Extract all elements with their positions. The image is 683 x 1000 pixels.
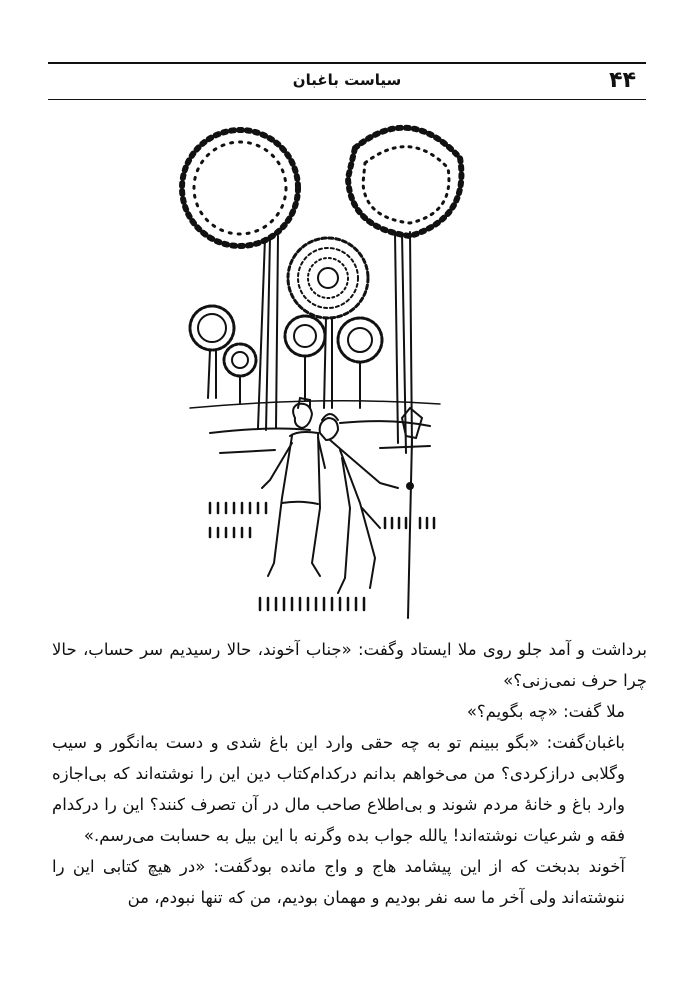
running-title: سیاست باغبان bbox=[292, 71, 402, 89]
page-number: ۴۴ bbox=[609, 68, 636, 93]
paragraph: آخوند بدبخت که از این پیشامد هاج و واج مانده بودگفت: «در هیچ کتابی این را ننوشته‌اند ولی آخر ما سه نفر بودیم و مهمان بودیم، من که تنها نبودم، من bbox=[52, 857, 625, 907]
header-top-rule bbox=[48, 62, 646, 64]
paragraph: ملا گفت: «چه بگویم؟» bbox=[466, 702, 625, 721]
header-bottom-rule bbox=[48, 99, 646, 100]
garden-illustration bbox=[170, 108, 470, 628]
body-text bbox=[52, 634, 647, 913]
tree-crown-concentric bbox=[288, 238, 368, 318]
mullah-figure bbox=[262, 398, 325, 576]
page-header bbox=[48, 62, 646, 100]
paragraph: برداشت و آمد جلو روی ملا ایستاد وگفت: «جناب آخوند، حالا رسیدیم سر حساب، حالا چرا حرف نمی‌زنی؟» bbox=[52, 640, 647, 690]
gardener-figure bbox=[320, 414, 398, 593]
tree-crown-large-left bbox=[182, 130, 298, 246]
tree-crown-large-right bbox=[348, 128, 461, 236]
paragraph: باغبان‌گفت: «بگو ببینم تو به چه حقی وارد این باغ شدی و دست به‌انگور و سیب وگلابی درازکردی؟ من می‌خواهم بدانم درکدام‌کتاب دین این را نوشته‌اند که بی‌اجازه وارد باغ و خانهٔ مردم شوند و بی‌اطلاع صاحب مال در آن تصرف کنند؟ این را درکدام فقه و شرعیات نوشته‌اند! یالله جواب بده وگرنه با این بیل به حسابت می‌رسم.» bbox=[52, 733, 625, 845]
